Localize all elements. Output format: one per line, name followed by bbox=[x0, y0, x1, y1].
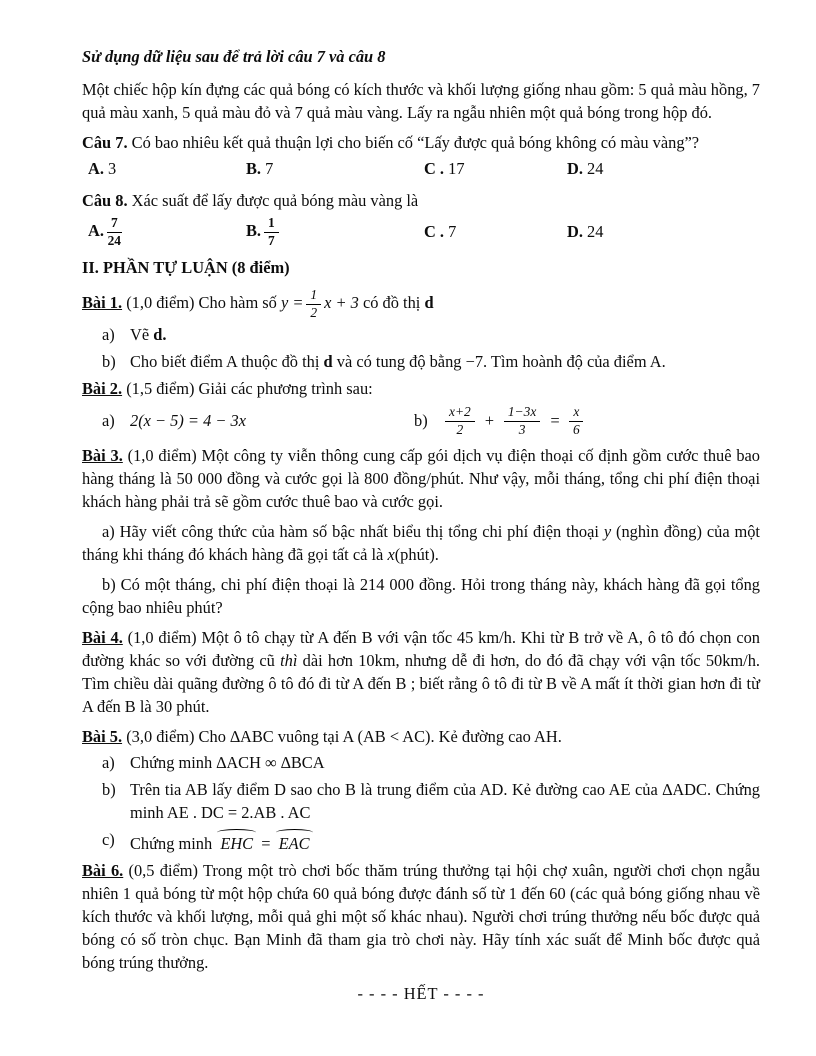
problem-3-intro: (1,0 điểm) Một công ty viễn thông cung cấp gói dịch vụ điện thoại cố định gồm cước thuê bao hàng tháng là 50 000 đồng và cước gọi là 800 đồng/phút. Như vậy, mỗi tháng, tổng chi phí điện thoại khách hàng phải trả sẽ gồm cước thuê bao và cước gọi. bbox=[82, 446, 760, 512]
item-a-mid: (nghìn đồng) của một tháng khi tháng đó khách hàng đã gọi tất cả là bbox=[82, 522, 760, 565]
problem-3-label: Bài 3. bbox=[82, 446, 123, 466]
option-a-value: 3 bbox=[108, 158, 117, 178]
item-b-marker: b) bbox=[102, 351, 116, 371]
end-marker: - - - - HẾT - - - - bbox=[357, 983, 485, 1003]
option-d-label: D. bbox=[567, 221, 583, 241]
problem-3-item-a bbox=[82, 521, 760, 567]
problem-1-intro-mid: có đồ thị bbox=[362, 293, 421, 313]
item-b-content bbox=[130, 779, 760, 825]
option-c-label: C . bbox=[424, 158, 445, 178]
section-2-heading: II. PHẦN TỰ LUẬN (8 điểm) bbox=[82, 258, 290, 278]
question-7-option-d bbox=[567, 158, 760, 181]
problem-2-title bbox=[82, 378, 760, 401]
problem-1-intro: (1,0 điểm) Cho hàm số bbox=[126, 293, 277, 313]
equation-a-marker: a) bbox=[102, 410, 115, 430]
graph-d-bold: d bbox=[323, 351, 333, 371]
item-a-marker: a) bbox=[102, 753, 115, 773]
item-b-content bbox=[130, 351, 760, 374]
problem-4-label: Bài 4. bbox=[82, 628, 123, 648]
fraction-numerator: 1 bbox=[264, 216, 279, 233]
angle-EHC: EHC bbox=[216, 829, 257, 856]
item-a-content bbox=[130, 324, 760, 347]
question-7-option-b bbox=[246, 158, 424, 181]
fraction-1-2 bbox=[305, 288, 322, 321]
item-a-pre: a) Hãy viết công thức của hàm số bậc nhất biểu thị tổng chi phí điện thoại bbox=[102, 522, 599, 542]
item-b-text-1: Trên tia AB lấy điểm D sao cho B là trung điểm của AD. Kẻ đường cao AE của ∆ADC. bbox=[130, 780, 712, 800]
problem-1-item-b bbox=[82, 351, 760, 374]
fraction-7-24 bbox=[106, 216, 123, 249]
fraction-numerator: x bbox=[569, 405, 583, 422]
question-8-text: Xác suất để lấy được quả bóng màu vàng là bbox=[131, 190, 419, 210]
fraction-numerator: 1−3x bbox=[504, 405, 540, 422]
fraction-1-minus-3x-over-3 bbox=[503, 405, 541, 438]
problem-6-text bbox=[82, 860, 760, 975]
equation-a bbox=[102, 410, 414, 433]
equation-b-expression bbox=[442, 405, 586, 438]
fraction-numerator: 7 bbox=[107, 216, 122, 233]
question-8-option-c bbox=[424, 221, 567, 244]
fraction-denominator: 24 bbox=[107, 232, 122, 248]
problem-5-item-a bbox=[82, 752, 760, 775]
fraction-numerator: 1 bbox=[306, 288, 321, 305]
option-b-value: 7 bbox=[265, 158, 274, 178]
option-d-value: 24 bbox=[587, 221, 604, 241]
question-8 bbox=[82, 190, 760, 213]
angle-EAC: EAC bbox=[275, 829, 314, 856]
math-y-equals: y = bbox=[280, 293, 304, 313]
problem-2-equations bbox=[82, 405, 760, 438]
problem-1-item-a bbox=[82, 324, 760, 347]
fraction-denominator: 6 bbox=[573, 421, 580, 437]
question-8-option-a bbox=[88, 216, 246, 249]
question-8-option-b bbox=[246, 216, 424, 249]
item-b-marker: b) bbox=[102, 780, 116, 800]
problem-4-post: dài hơn 10km, nhưng dễ đi hơn, do đó đã chạy với vận tốc 50km/h. Tìm chiều dài quãng đường ô tô đó đi từ A đến B ; biết rằng ô tô đi từ B về A mất ít thời gian hơn đi từ A đến B là 30 phút. bbox=[82, 651, 761, 717]
question-7-text: Có bao nhiêu kết quả thuận lợi cho biến cố “Lấy được quả bóng không có màu vàng”? bbox=[131, 132, 700, 152]
fraction-x-plus-2-over-2 bbox=[444, 405, 476, 438]
item-c-pre: Chứng minh bbox=[130, 834, 213, 853]
math-y: y bbox=[603, 522, 612, 542]
equation-b-marker: b) bbox=[414, 410, 428, 430]
problem-2-intro: (1,5 điểm) Giải các phương trình sau: bbox=[126, 378, 373, 398]
fraction-x-over-6 bbox=[568, 405, 584, 438]
option-b-label: B. bbox=[246, 220, 262, 240]
item-c-content bbox=[130, 829, 760, 856]
item-a-marker: a) bbox=[102, 324, 115, 344]
fraction-denominator: 3 bbox=[518, 421, 526, 437]
fraction-numerator: x+2 bbox=[445, 405, 475, 422]
equals-sign: = bbox=[549, 410, 561, 430]
intro-paragraph: Một chiếc hộp kín đựng các quả bóng có kích thước và khối lượng giống nhau gồm: 5 quả màu hồng, 7 quả màu xanh, 5 quả màu đỏ và 7 quả màu vàng. Lấy ra ngẫu nhiên một quả bóng trong hộp đó. bbox=[82, 79, 760, 122]
option-d-label: D. bbox=[567, 158, 583, 178]
item-a-post: (phút). bbox=[394, 545, 439, 565]
equation-b bbox=[414, 405, 760, 438]
problem-1-label: Bài 1. bbox=[82, 293, 123, 313]
fraction-1-7 bbox=[263, 216, 280, 249]
problem-1-title bbox=[82, 288, 760, 321]
problem-4-pre: (1,0 điểm) Một ô tô chạy từ A đến B với vận tốc 45 km/h. Khi từ B trở về A, ô tô đó chọn con đường khác so với đường cũ bbox=[82, 628, 760, 671]
problem-3-item-b: b) Có một tháng, chi phí điện thoại là 214 000 đồng. Hỏi trong tháng này, khách hàng đã gọi tổng cộng bao nhiêu phút? bbox=[82, 575, 760, 618]
graph-d-bold: d. bbox=[153, 324, 167, 344]
option-a-label: A. bbox=[88, 220, 104, 240]
item-a-content: Chứng minh ∆ACH ∞ ∆BCA bbox=[130, 753, 325, 773]
option-d-value: 24 bbox=[587, 158, 604, 178]
problem-5-item-b bbox=[82, 779, 760, 825]
option-a-label: A. bbox=[88, 158, 104, 178]
problem-4-text bbox=[82, 627, 760, 719]
graph-d-bold: d bbox=[424, 293, 434, 313]
question-8-option-d bbox=[567, 221, 760, 244]
item-a-text: Vẽ bbox=[130, 324, 150, 344]
item-b-pre: Cho biết điểm A thuộc đồ thị bbox=[130, 351, 320, 371]
option-c-value: 7 bbox=[448, 221, 457, 241]
fraction-denominator: 7 bbox=[268, 232, 275, 248]
problem-6-body: (0,5 điểm) Trong một trò chơi bốc thăm trúng thưởng tại hội chợ xuân, người chơi chọn ngẫu nhiên 1 quả bóng từ một hộp chứa 60 quả bóng được đánh số từ 1 đến 60 (các quả bóng giống nhau về kích thước và khối lượng, mỗi quả ghi một số khác nhau). Người chơi trúng thưởng nếu bốc được quả bóng có số tròn chục. Bạn Minh đã tham gia trò chơi này. Hãy tính xác suất để Minh bốc được quả bóng trúng thưởng. bbox=[82, 860, 760, 972]
problem-5-item-c bbox=[82, 829, 760, 856]
option-c-label: C . bbox=[424, 221, 445, 241]
problem-5-label: Bài 5. bbox=[82, 727, 123, 747]
problem-5-title bbox=[82, 726, 760, 749]
problem-5-intro: (3,0 điểm) Cho ∆ABC vuông tại A (AB < AC). Kẻ đường cao AH. bbox=[126, 727, 562, 747]
question-7-options bbox=[82, 158, 760, 181]
question-7-label: Câu 7. bbox=[82, 132, 128, 152]
item-b-text-2: Chứng minh AE . DC = 2.AB . AC bbox=[130, 780, 760, 823]
option-c-value: 17 bbox=[448, 158, 465, 178]
equation-a-expression: 2(x − 5) = 4 − 3x bbox=[130, 410, 247, 430]
math-x: x bbox=[387, 545, 395, 565]
fraction-denominator: 2 bbox=[310, 305, 318, 321]
problem-2-label: Bài 2. bbox=[82, 378, 123, 398]
math-x-plus-3: x + 3 bbox=[324, 293, 359, 313]
option-b-label: B. bbox=[246, 158, 262, 178]
question-7-option-c bbox=[424, 158, 567, 181]
word-thi-italic: thì bbox=[280, 651, 298, 671]
equals-sign: = bbox=[261, 834, 271, 853]
question-7 bbox=[82, 132, 760, 155]
item-b-post: và có tung độ bằng −7. Tìm hoành độ của điểm A. bbox=[336, 351, 666, 371]
problem-3-title bbox=[82, 445, 760, 514]
item-c-marker: c) bbox=[102, 830, 115, 849]
question-8-label: Câu 8. bbox=[82, 190, 128, 210]
data-usage-note: Sử dụng dữ liệu sau để trả lời câu 7 và câu 8 bbox=[82, 47, 386, 66]
fraction-denominator: 2 bbox=[456, 421, 464, 437]
plus-sign: + bbox=[483, 410, 495, 430]
question-7-option-a bbox=[88, 158, 246, 181]
question-8-options bbox=[82, 216, 760, 249]
problem-6-label: Bài 6. bbox=[82, 860, 124, 880]
